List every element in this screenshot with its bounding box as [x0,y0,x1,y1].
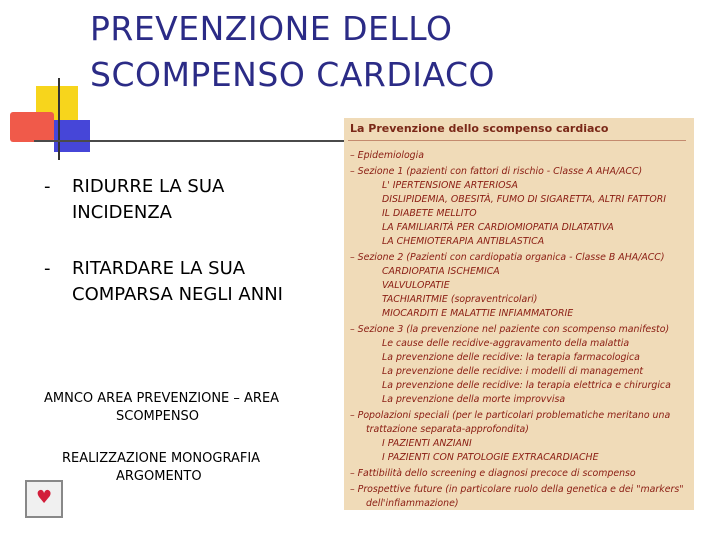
slide-title [90,6,690,98]
document-line: dell'infiammazione) [366,498,459,509]
document-line: La prevenzione della morte improvvisa [382,394,566,405]
document-line: TACHIARITMIE (sopraventricolari) [382,294,538,305]
document-line: I PAZIENTI CON PATOLOGIE EXTRACARDIACHE [382,452,599,463]
bullet-text-line-2: COMPARSA NEGLI ANNI [72,284,283,305]
heart-icon: ♥ [36,487,53,508]
note-monografia-line-2: ARGOMENTO [116,469,202,484]
document-line: – Sezione 1 (pazienti con fattori di rischio - Classe A AHA/ACC) [350,166,643,177]
document-line: Le cause delle recidive-aggravamento della malattia [382,338,630,349]
document-line: – Epidemiologia [350,150,424,161]
decor-red-square [10,112,54,142]
document-line: La prevenzione delle recidive: la terapia elettrica e chirurgica [382,380,671,391]
document-line: LA FAMILIARITÀ PER CARDIOMIOPATIA DILATATIVA [382,222,614,233]
title-line-1: PREVENZIONE DELLO [90,9,453,48]
document-line: La prevenzione delle recidive: i modelli di management [382,366,644,377]
note-monografia-line-1: REALIZZAZIONE MONOGRAFIA [62,451,261,466]
document-line: IL DIABETE MELLITO [382,208,477,219]
document-scan [344,118,694,510]
title-line-2: SCOMPENSO CARDIACO [90,55,495,94]
bullet-dash: - [44,258,51,279]
document-line: La prevenzione delle recidive: la terapia farmacologica [382,352,640,363]
document-line: – Sezione 3 (la prevenzione nel paziente con scompenso manifesto) [350,324,670,335]
note-area-line-2: SCOMPENSO [116,409,200,424]
document-line: – Fattibilità dello screening e diagnosi precoce di scompenso [350,468,636,479]
bullet-dash: - [44,176,51,197]
document-line: CARDIOPATIA ISCHEMICA [382,266,500,277]
document-line: LA CHEMIOTERAPIA ANTIBLASTICA [382,236,545,247]
document-title: La Prevenzione dello scompenso cardiaco [350,122,609,135]
document-line: – Sezione 2 (Pazienti con cardiopatia organica - Classe B AHA/ACC) [350,252,665,263]
note-area-line-1: AMNCO AREA PREVENZIONE – AREA [44,391,280,406]
bullet-text-line-1: RITARDARE LA SUA [72,258,246,279]
bullet-text-line-2: INCIDENZA [72,202,172,223]
heart-button[interactable] [25,480,63,518]
document-title-rule [348,140,686,141]
document-line: – Popolazioni speciali (per le particolari problematiche meritano una [350,410,671,421]
document-line: L' IPERTENSIONE ARTERIOSA [382,180,518,191]
document-line: – Prospettive future (in particolare ruolo della genetica e dei "markers" [350,484,684,495]
document-line: DISLIPIDEMIA, OBESITÀ, FUMO DI SIGARETTA, ALTRI FATTORI [382,194,667,205]
document-line: trattazione separata-approfondita) [366,424,529,435]
decor-vertical-line [58,78,60,160]
document-line: MIOCARDITI E MALATTIE INFIAMMATORIE [382,308,574,319]
bullet-text-line-1: RIDURRE LA SUA [72,176,225,197]
document-line: VALVULOPATIE [382,280,450,291]
decor-horizontal-line [34,140,344,142]
document-line: I PAZIENTI ANZIANI [382,438,472,449]
